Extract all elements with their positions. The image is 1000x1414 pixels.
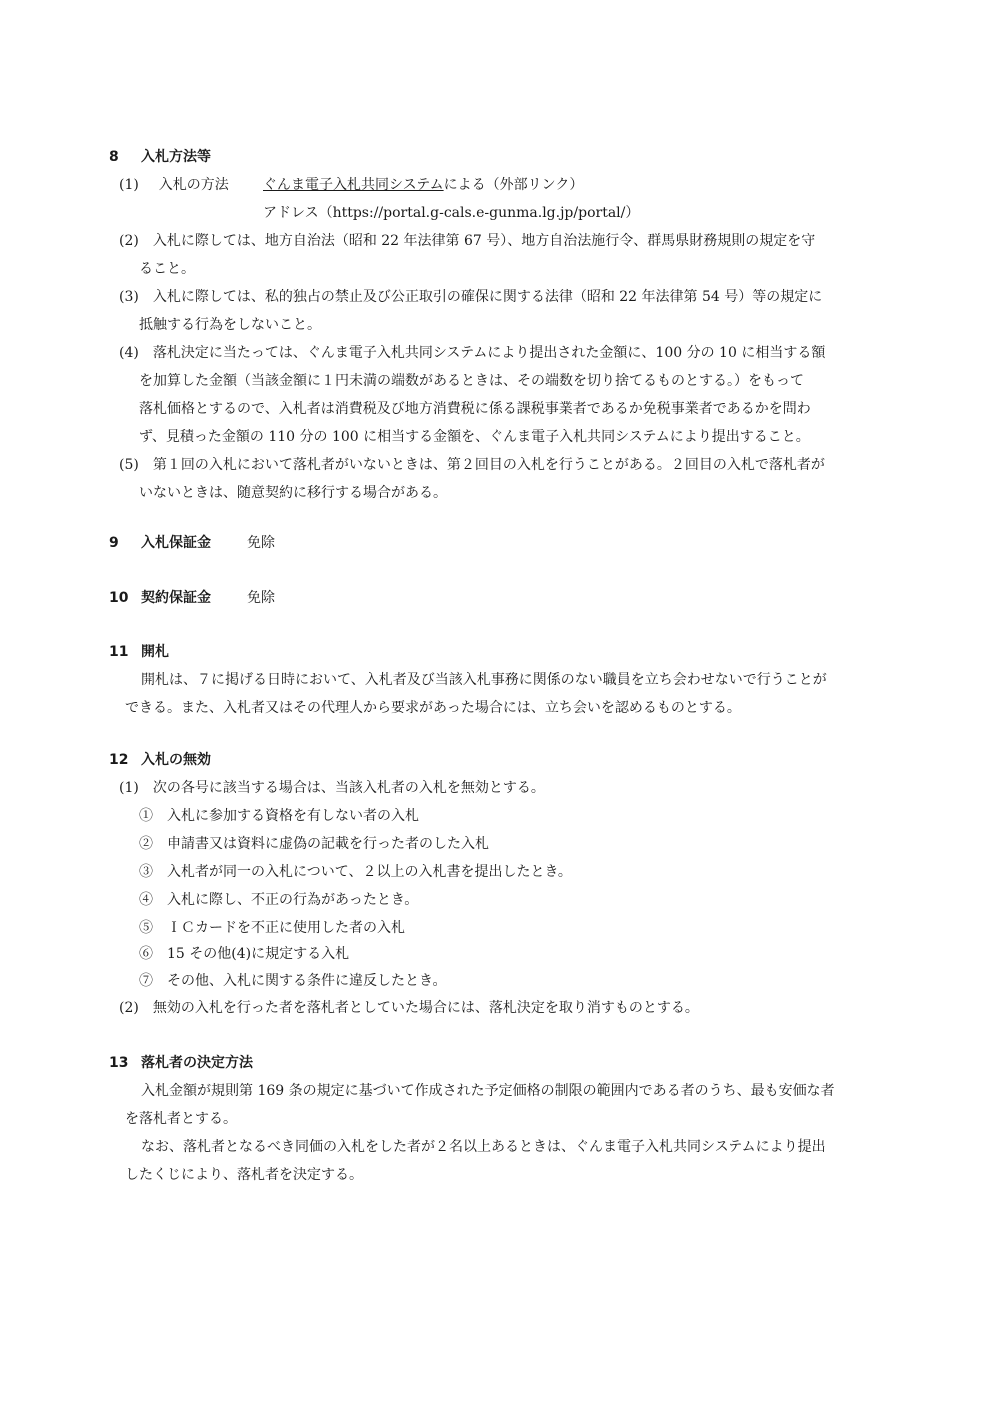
s8-item-2-line-2: ること。: [139, 261, 195, 277]
link-suffix: による（外部リンク）: [443, 177, 584, 193]
s8-item-3-line-2: 抵触する行為をしないこと。: [139, 317, 321, 333]
section-number: 9: [109, 535, 119, 551]
s12-clause-1: ① 入札に参加する資格を有しない者の入札: [139, 808, 419, 824]
section-title: 契約保証金: [141, 590, 211, 606]
section-12-heading: [109, 750, 211, 770]
section-title: 落札者の決定方法: [141, 1055, 253, 1071]
s12-clause-7: ⑦ その他、入札に関する条件に違反したとき。: [139, 973, 447, 989]
s8-item-3-line-1: (3) 入札に際しては、私的独占の禁止及び公正取引の確保に関する法律（昭和 22 年法律第 54 号）等の規定に: [119, 289, 823, 305]
s11-line-1: 開札は、７に掲げる日時において、入札者及び当該入札事務に関係のない職員を立ち会わせないで行うことが: [141, 672, 827, 688]
s12-item-2: (2) 無効の入札を行った者を落札者としていた場合には、落札決定を取り消すものとする。: [119, 1000, 699, 1016]
s8-item-4-line-1: (4) 落札決定に当たっては、ぐんま電子入札共同システムにより提出された金額に、100 分の 10 に相当する額: [119, 345, 826, 361]
s13-line-4: したくじにより、落札者を決定する。: [125, 1167, 363, 1183]
section-title: 入札の無効: [141, 752, 211, 768]
s12-clause-5: ⑤ ＩＣカードを不正に使用した者の入札: [139, 920, 405, 936]
section-title: 開札: [141, 644, 169, 660]
section-number: 13: [109, 1055, 129, 1071]
section-13-heading: [109, 1053, 253, 1073]
section-number: 11: [109, 644, 129, 660]
item-label: 入札の方法: [158, 177, 229, 193]
s8-item-4-line-3: 落札価格とするので、入札者は消費税及び地方消費税に係る課税事業者であるか免税事業者であるかを問わ: [139, 401, 811, 417]
s8-item-5-line-2: いないときは、随意契約に移行する場合がある。: [139, 485, 447, 501]
s8-item-1: [119, 175, 229, 195]
e-bidding-system-link[interactable]: ぐんま電子入札共同システム: [263, 177, 444, 193]
s8-item-1-address: アドレス（https://portal.g-cals.e-gunma.lg.jp/portal/）: [263, 205, 640, 221]
section-number: 8: [109, 149, 119, 165]
section-9-heading: [109, 533, 275, 553]
section-11-heading: [109, 642, 169, 662]
section-value: 免除: [247, 590, 275, 606]
section-10-heading: [109, 588, 275, 608]
s13-line-3: なお、落札者となるべき同価の入札をした者が２名以上あるときは、ぐんま電子入札共同システムにより提出: [141, 1139, 826, 1155]
section-number: 12: [109, 752, 129, 768]
s11-line-2: できる。また、入札者又はその代理人から要求があった場合には、立ち会いを認めるものとする。: [125, 700, 741, 716]
s8-item-2-line-1: (2) 入札に際しては、地方自治法（昭和 22 年法律第 67 号）、地方自治法施行令、群馬県財務規則の規定を守: [119, 233, 816, 249]
s12-clause-4: ④ 入札に際し、不正の行為があったとき。: [139, 892, 419, 908]
s12-item-1: (1) 次の各号に該当する場合は、当該入札者の入札を無効とする。: [119, 780, 545, 796]
s8-item-5-line-1: (5) 第１回の入札において落札者がいないときは、第２回目の入札を行うことがある。２回目の入札で落札者が: [119, 457, 825, 473]
s13-line-2: を落札者とする。: [125, 1111, 237, 1127]
section-title: 入札方法等: [141, 149, 211, 165]
s12-clause-3: ③ 入札者が同一の入札について、２以上の入札書を提出したとき。: [139, 864, 572, 880]
section-title: 入札保証金: [141, 535, 211, 551]
s12-clause-2: ② 申請書又は資料に虚偽の記載を行った者のした入札: [139, 836, 489, 852]
section-value: 免除: [247, 535, 275, 551]
s12-clause-6: ⑥ 15 その他(4)に規定する入札: [139, 946, 350, 962]
section-number: 10: [109, 590, 129, 606]
s8-item-4-line-4: ず、見積った金額の 110 分の 100 に相当する金額を、ぐんま電子入札共同システムにより提出すること。: [139, 429, 810, 445]
s8-item-4-line-2: を加算した金額（当該金額に１円未満の端数があるときは、その端数を切り捨てるものとする。）をもって: [139, 373, 804, 389]
section-8-heading: [109, 147, 211, 167]
s8-item-1-value: [263, 175, 583, 195]
item-marker: (1): [119, 177, 139, 193]
s13-line-1: 入札金額が規則第 169 条の規定に基づいて作成された予定価格の制限の範囲内である者のうち、最も安価な者: [141, 1083, 835, 1099]
